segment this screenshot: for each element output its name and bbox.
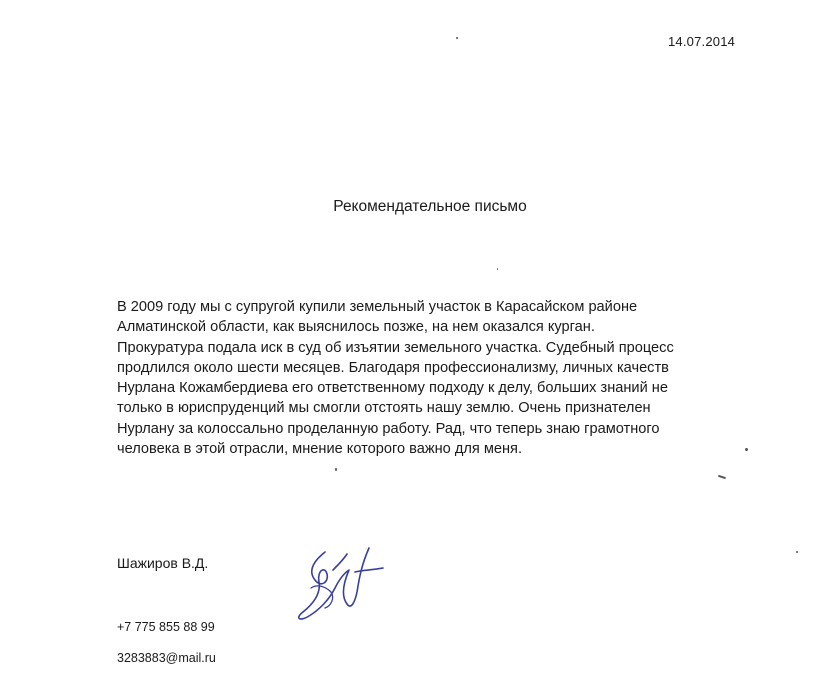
body-line: только в юриспруденций мы смогли отстоять нашу землю. Очень признателен <box>117 400 651 417</box>
body-line: человека в этой отрасли, мнение которого важно для меня. <box>117 441 523 458</box>
body-line: Прокуратура подала иск в суд об изъятии земельного участка. Судебный процесс <box>117 339 674 356</box>
body-line: Нурлана Кожамбердиева его ответственному подходу к делу, больших знаний не <box>117 380 668 397</box>
letter-body <box>117 297 757 459</box>
letter-title: Рекомендательное письмо <box>333 198 527 215</box>
scan-speck <box>335 468 337 471</box>
body-line: Нурлану за колоссально проделанную работу. Рад, что теперь знаю грамотного <box>117 420 660 437</box>
scan-speck <box>497 268 498 270</box>
scan-speck <box>796 551 798 553</box>
scan-speck <box>718 475 726 479</box>
signer-name: Шажиров В.Д. <box>117 555 209 571</box>
handwritten-signature <box>285 530 395 630</box>
body-line: продлился около шести месяцев. Благодаря профессионализму, личных качеств <box>117 359 669 376</box>
body-line: Алматинской области, как выяснилось позже, на нем оказался курган. <box>117 319 595 336</box>
scan-speck <box>745 448 748 451</box>
signer-phone: +7 775 855 88 99 <box>117 620 215 634</box>
scan-speck <box>456 37 458 39</box>
signer-email: 3283883@mail.ru <box>117 651 216 665</box>
body-line: В 2009 году мы с супругой купили земельный участок в Карасайском районе <box>117 299 638 315</box>
letter-date: 14.07.2014 <box>668 34 736 49</box>
